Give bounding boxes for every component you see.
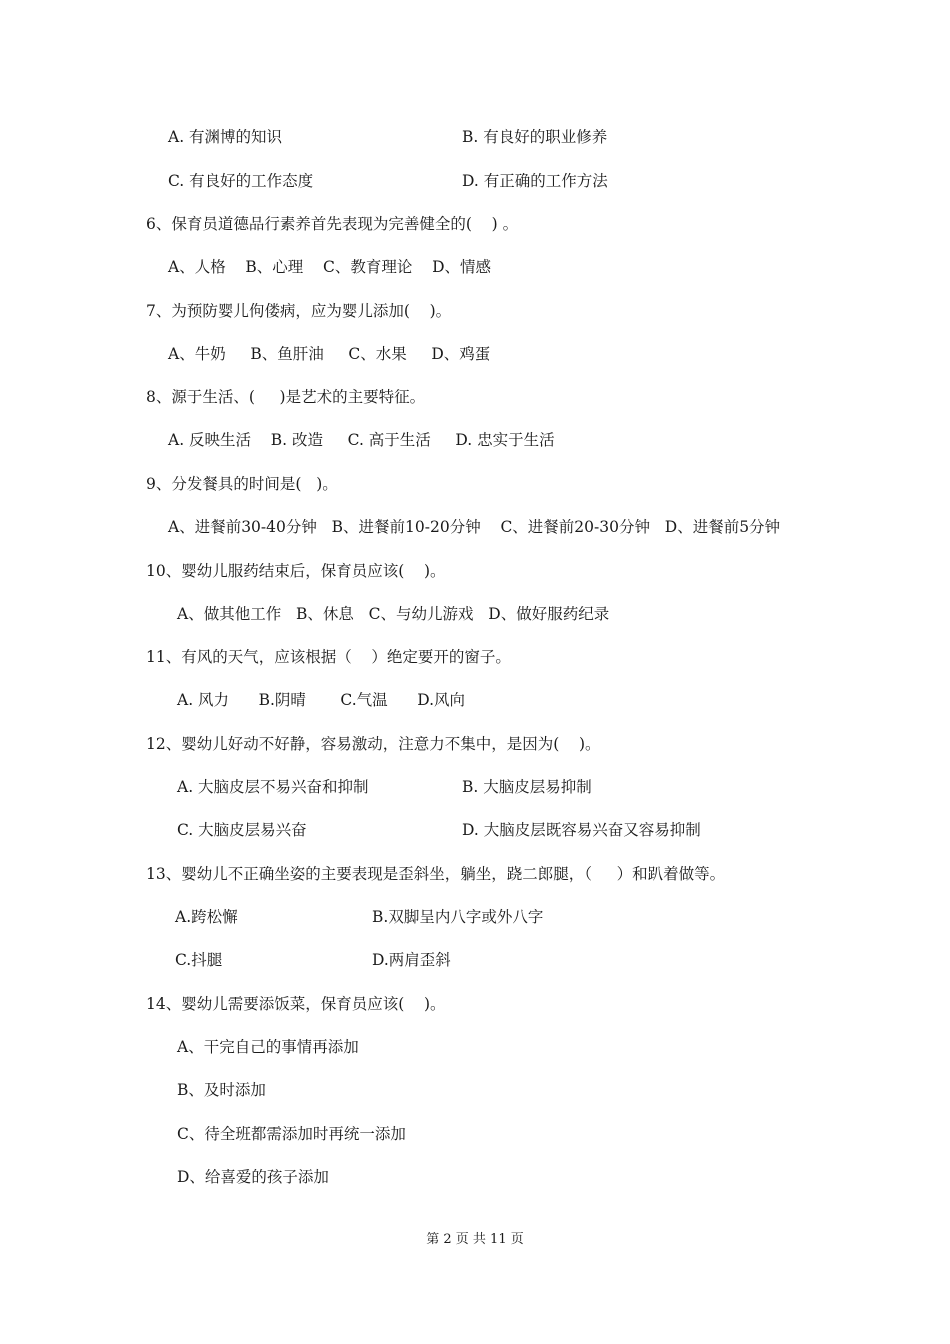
question-14-option-c: C、待全班都需添加时再统一添加	[177, 1125, 406, 1143]
question-12-option-c: C. 大脑皮层易兴奋	[177, 821, 307, 839]
question-13-option-c: C.抖腿	[175, 951, 223, 969]
prev-option-a: A. 有渊博的知识	[168, 128, 283, 146]
question-13-option-b: B.双脚呈内八字或外八字	[372, 908, 544, 926]
question-14-option-b: B、及时添加	[177, 1081, 266, 1099]
question-11: 11、有风的天气，应该根据（ ）绝定要开的窗子。	[146, 648, 511, 666]
prev-option-c: C. 有良好的工作态度	[168, 172, 314, 190]
question-7-options: A、牛奶 B、鱼肝油 C、水果 D、鸡蛋	[168, 345, 491, 363]
question-10: 10、婴幼儿服药结束后，保育员应该( )。	[146, 562, 446, 580]
question-7: 7、为预防婴儿佝偻病，应为婴儿添加( )。	[146, 302, 452, 320]
question-13: 13、婴幼儿不正确坐姿的主要表现是歪斜坐，躺坐，跷二郎腿，（ ）和趴着做等。	[146, 865, 726, 883]
question-8: 8、源于生活、( )是艺术的主要特征。	[146, 388, 426, 406]
question-12: 12、婴幼儿好动不好静，容易激动，注意力不集中，是因为( )。	[146, 735, 601, 753]
question-8-options: A. 反映生活 B. 改造 C. 高于生活 D. 忠实于生活	[168, 431, 555, 449]
question-11-options: A. 风力 B.阴晴 C.气温 D.风向	[177, 691, 466, 709]
question-12-option-a: A. 大脑皮层不易兴奋和抑制	[177, 778, 369, 796]
question-9: 9、分发餐具的时间是( )。	[146, 475, 338, 493]
prev-option-b: B. 有良好的职业修养	[462, 128, 608, 146]
prev-option-d: D. 有正确的工作方法	[462, 172, 608, 190]
question-13-option-d: D.两肩歪斜	[372, 951, 451, 969]
question-13-option-a: A.跨松懈	[175, 908, 238, 926]
page-footer: 第 2 页 共 11 页	[426, 1232, 524, 1247]
question-14-option-d: D、给喜爱的孩子添加	[177, 1168, 329, 1186]
question-14: 14、婴幼儿需要添饭菜，保育员应该( )。	[146, 995, 446, 1013]
question-12-option-d: D. 大脑皮层既容易兴奋又容易抑制	[462, 821, 701, 839]
question-14-option-a: A、干完自己的事情再添加	[177, 1038, 359, 1056]
question-10-options: A、做其他工作 B、休息 C、与幼儿游戏 D、做好服药纪录	[177, 605, 610, 623]
question-12-option-b: B. 大脑皮层易抑制	[462, 778, 592, 796]
question-9-options: A、进餐前30-40分钟 B、进餐前10-20分钟 C、进餐前20-30分钟 D、进餐前5分钟	[168, 518, 781, 536]
question-6-options: A、人格 B、心理 C、教育理论 D、情感	[168, 258, 491, 276]
question-6: 6、保育员道德品行素养首先表现为完善健全的( ) 。	[146, 215, 519, 233]
